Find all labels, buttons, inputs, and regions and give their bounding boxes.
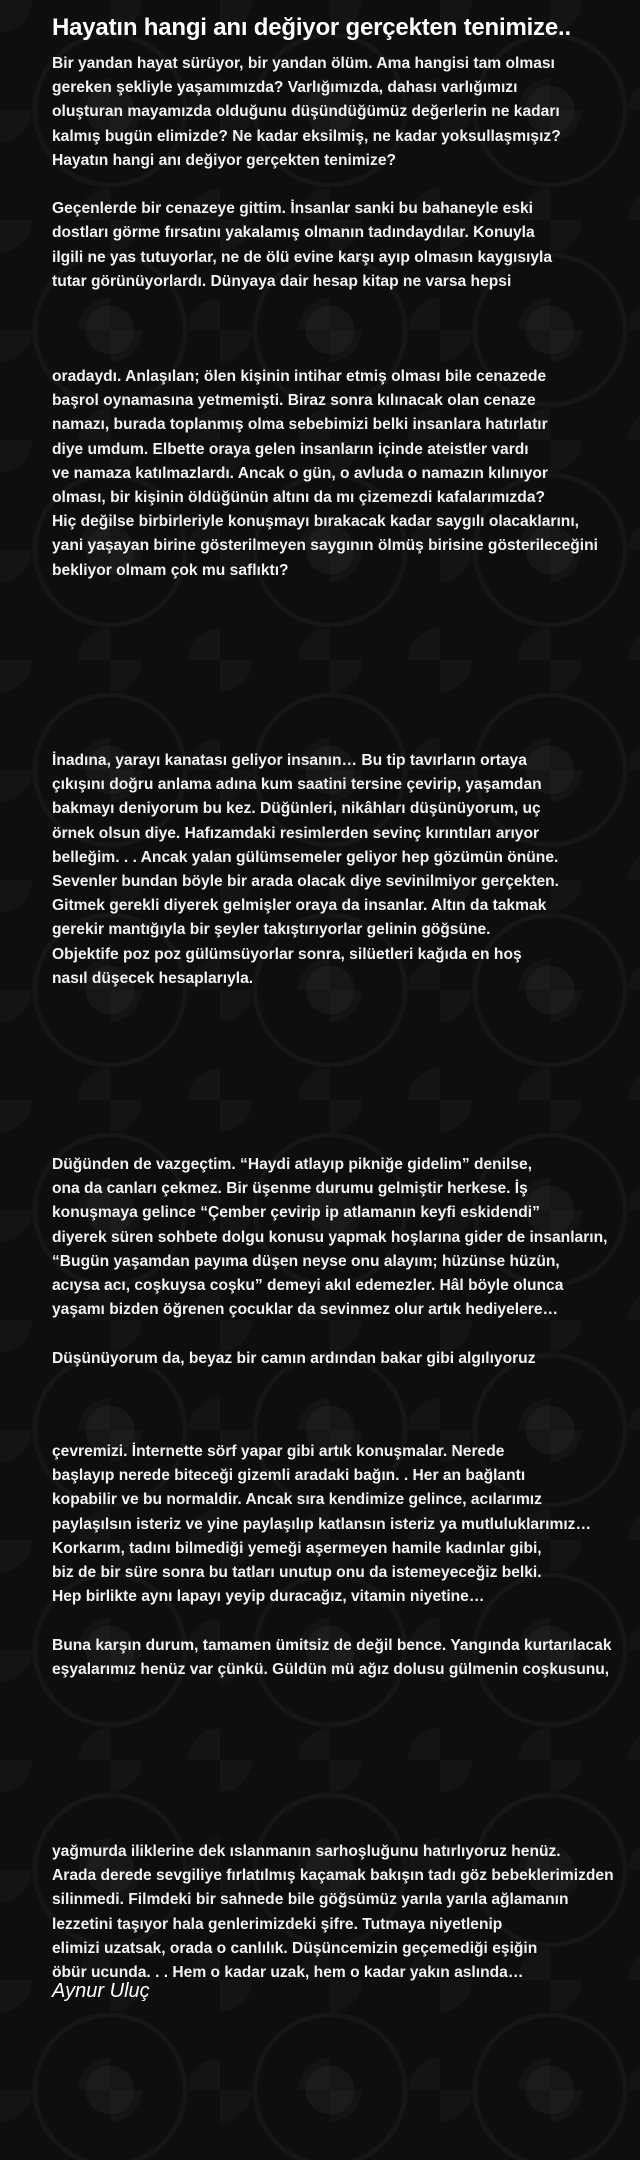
- poem-line: başlayıp nerede biteceği gizemli aradaki bağın. . Her an bağlantı: [52, 1467, 526, 1485]
- poem-line: eşyalarımız henüz var çünkü. Güldün mü ağız dolusu gülmenin coşkusunu,: [52, 1660, 610, 1678]
- author-signature: Aynur Uluç: [52, 1980, 150, 2002]
- stanza-1: [52, 52, 637, 294]
- poem-line: yani yaşayan birine gösterilmeyen saygının ölmüş birisine gösterileceğini: [52, 537, 598, 555]
- poem-line: ona da canları çekmez. Bir üşenme durumu gelmiştir herkese. İş: [52, 1180, 528, 1198]
- poem-line: lezzetini taşıyor hala genlerimizdeki şifre. Tutmaya niyetlenip: [52, 1915, 503, 1933]
- poem-line: İnadına, yarayı kanatası geliyor insanın… Bu tip tavırların ortaya: [52, 752, 527, 769]
- poem-line: bakmayı deniyorum bu kez. Düğünleri, nikâhları düşünüyorum, uç: [52, 800, 541, 818]
- stanza-3: [52, 749, 637, 991]
- poem-line: gereken şekliyle yaşamımızda? Varlığımızda, dahası varlığımızı: [52, 79, 518, 97]
- poem-line: Bir yandan hayat sürüyor, bir yandan ölüm. Ama hangisi tam olması: [52, 55, 555, 72]
- poem-line: örnek olsun diye. Hafızamdaki resimlerden sevinç kırıntıları arıyor: [52, 824, 540, 842]
- poem-line: dostları görme fırsatını yakalamış olmanın tadındaydılar. Konuyla: [52, 224, 535, 242]
- poem-line: Düşünüyorum da, beyaz bir camın ardından bakar gibi algılıyoruz: [52, 1349, 536, 1367]
- poem-line: kalmış bugün elimizde? Ne kadar eksilmiş, ne kadar yoksullaşmışız?: [52, 127, 561, 145]
- poem-line: belleğim. . . Ancak yalan gülümsemeler geliyor hep gözümün önüne.: [52, 848, 559, 866]
- poem-line: Objektife poz poz gülümsüyorlar sonra, silüetleri kağıda en hoş: [52, 945, 522, 963]
- poem-line: diyerek süren sohbete dolgu konusu yapmak hoşlarına gider de insanların,: [52, 1228, 608, 1246]
- poem-line: biz de bir süre sonra bu tatları unutup onu da istemeyeceğiz belki.: [52, 1564, 542, 1582]
- poem-line: öbür ucunda. . . Hem o kadar uzak, hem o kadar yakın aslında…: [52, 1964, 524, 1982]
- poem-line: başrol oynamasına yetmemişti. Biraz sonra kılınacak olan cenaze: [52, 392, 536, 410]
- poem-line: bekliyor olmam çok mu saflıktı?: [52, 561, 289, 579]
- poem-line: elimizi uzatsak, orada o canlılık. Düşüncemizin geçemediği eşiğin: [52, 1939, 538, 1957]
- poem-line: namazı, burada toplanmış olma sebebimizi belki insanlara hatırlatır: [52, 416, 548, 434]
- stanza-2: [52, 365, 637, 583]
- poem-line: olması, bir kişinin öldüğünün altını da mı çizemezdi kafalarımızda?: [52, 489, 546, 507]
- stanza-4: [52, 1153, 637, 1371]
- poem-line: paylaşılsın isteriz ve yine paylaşılıp katlansın isteriz ya mutluluklarımız…: [52, 1515, 592, 1533]
- poem-line: acıysa acı, coşkuysa coşku” demeyi akıl edemezler. Hâl böyle olunca: [52, 1277, 564, 1295]
- poem-line: Düğünden de vazgeçtim. “Haydi atlayıp pikniğe gidelim” denilse,: [52, 1156, 533, 1173]
- stanza-5: [52, 1440, 637, 1682]
- poem-line: Sevenler bundan böyle bir arada olacak diye sevinilmiyor gerçekten.: [52, 873, 560, 891]
- poem-line: çevremizi. İnternette sörf yapar gibi artık konuşmalar. Nerede: [52, 1443, 505, 1460]
- poem-line: ilgili ne yas tutuyorlar, ne de ölü evine karşı ayıp olmasın kaygısıyla: [52, 248, 553, 266]
- poem-line: yağmurda iliklerine dek ıslanmanın sarhoşluğunu hatırlıyoruz henüz.: [52, 1843, 561, 1860]
- poem-line: ve namaza katılmazlardı. Ancak o gün, o avluda o namazın kılınıyor: [52, 464, 548, 482]
- poem-line: Hep birlikte aynı lapayı yeyip duracağız, vitamin niyetine…: [52, 1588, 485, 1606]
- poem-line: Hiç değilse birbirleriyle konuşmayı bırakacak kadar saygılı olacaklarını,: [52, 513, 579, 531]
- poem-line: Buna karşın durum, tamamen ümitsiz de değil bence. Yangında kurtarılacak: [52, 1636, 612, 1654]
- poem-line: [52, 1322, 637, 1346]
- stanza-6: [52, 1840, 637, 1985]
- poem-line: Arada derede sevgiliye fırlatılmış kaçamak bakışın tadı göz bebeklerimizden: [52, 1867, 614, 1885]
- poem-title: Hayatın hangi anı değiyor gerçekten tenimize..: [52, 14, 571, 41]
- poem-line: kopabilir ve bu normaldir. Ancak sıra kendimize gelince, acılarımız: [52, 1491, 542, 1509]
- poem-line: Gitmek gerekli diyerek gelmişler oraya da insanlar. Altın da takmak: [52, 897, 547, 915]
- poem-line: [52, 1609, 637, 1633]
- poem-line: nasıl düşecek hesaplarıyla.: [52, 969, 254, 987]
- poem-line: yaşamı bizden öğrenen çocuklar da sevinmez olur artık hediyelere…: [52, 1301, 559, 1319]
- poem-line: Korkarım, tadını bilmediği yemeği aşermeyen hamile kadınlar gibi,: [52, 1539, 542, 1557]
- poem-line: [52, 173, 637, 197]
- poem-line: oluşturan mayamızda olduğunu düşündüğümüz değerlerin ne kadarı: [52, 103, 560, 121]
- poem-line: Geçenlerde bir cenazeye gittim. İnsanlar sanki bu bahaneyle eski: [52, 200, 534, 218]
- poem-line: silinmedi. Filmdeki bir sahnede bile göğsümüz yarıla yarıla ağlamanın: [52, 1891, 569, 1909]
- poem-line: çıkışını doğru anlama adına kum saatini tersine çevirip, yaşamdan: [52, 776, 542, 794]
- poem-line: Hayatın hangi anı değiyor gerçekten tenimize?: [52, 151, 397, 169]
- poem-line: diye umdum. Elbette oraya gelen insanların içinde ateistler vardı: [52, 440, 529, 458]
- poem-line: “Bugün yaşamdan payıma düşen neyse onu alayım; hüzünse hüzün,: [52, 1252, 560, 1270]
- poem-line: tutar görünüyorlardı. Dünyaya dair hesap kitap ne varsa hepsi: [52, 272, 512, 290]
- poem-line: konuşmaya gelince “Çember çevirip ip atlamanın keyfi eskidendi”: [52, 1204, 540, 1222]
- poem-line: gerekir mantığıyla bir şeyler takıştırıyorlar gelinin göğsüne.: [52, 921, 491, 939]
- poem-line: oradaydı. Anlaşılan; ölen kişinin intihar etmiş olması bile cenazede: [52, 368, 547, 385]
